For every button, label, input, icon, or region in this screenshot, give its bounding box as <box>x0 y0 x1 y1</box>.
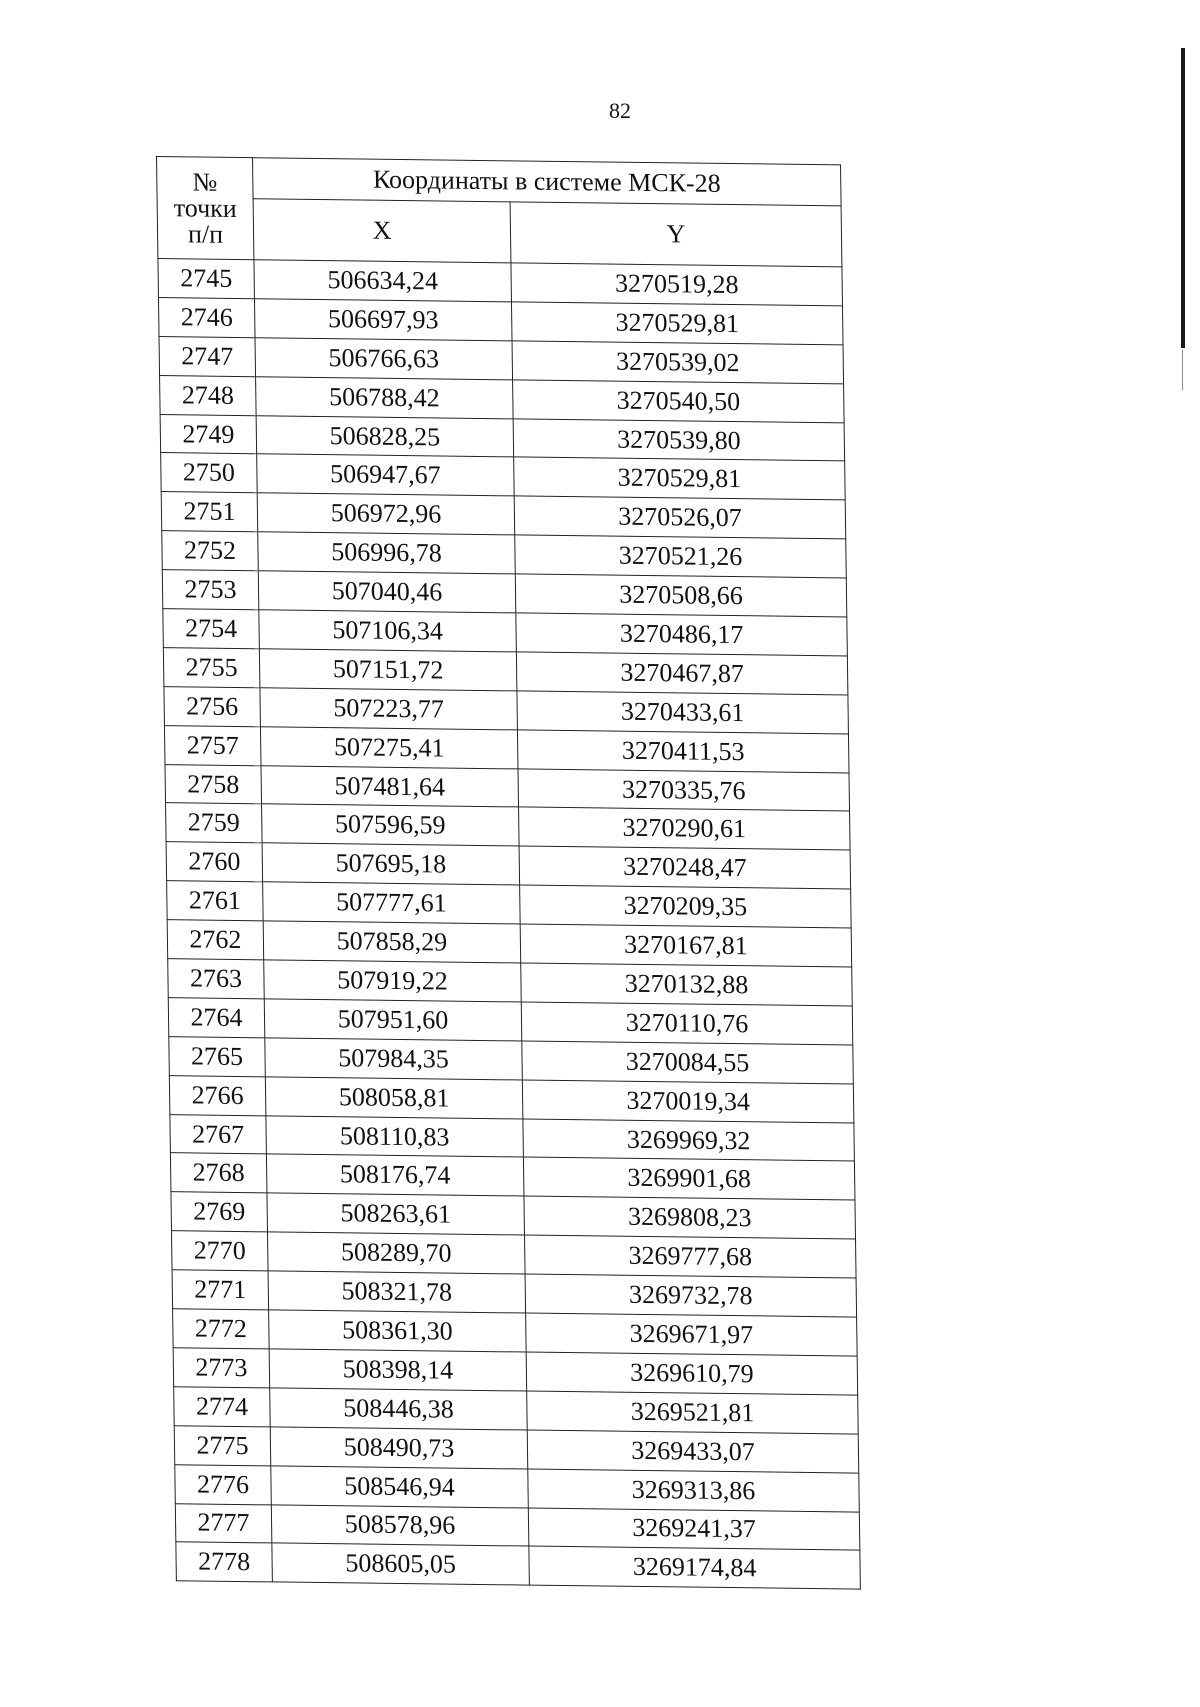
x-coordinate-cell: 508446,38 <box>270 1388 528 1430</box>
x-coordinate-cell: 508176,74 <box>266 1154 524 1196</box>
point-number-cell: 2763 <box>168 959 265 999</box>
point-number-cell: 2748 <box>160 375 257 415</box>
point-number-cell: 2760 <box>166 842 263 882</box>
x-coordinate-cell: 507275,41 <box>260 726 518 768</box>
y-coordinate-cell: 3270540,50 <box>513 380 845 423</box>
x-coordinate-cell: 508289,70 <box>268 1232 526 1274</box>
x-coordinate-cell: 508263,61 <box>267 1193 525 1235</box>
scan-edge-line-faint <box>1182 350 1183 390</box>
point-number-cell: 2761 <box>167 881 264 921</box>
y-coordinate-cell: 3270539,80 <box>513 418 845 461</box>
y-coordinate-cell: 3269174,84 <box>529 1546 861 1589</box>
y-coordinate-cell: 3270209,35 <box>520 885 852 928</box>
point-number-header-line-3: п/п <box>187 218 224 249</box>
y-coordinate-cell: 3270519,28 <box>511 263 843 306</box>
y-coordinate-cell: 3269901,68 <box>523 1157 855 1200</box>
x-coordinate-cell: 508058,81 <box>265 1077 523 1119</box>
point-number-cell: 2764 <box>168 998 265 1038</box>
x-coordinate-cell: 508321,78 <box>268 1271 526 1313</box>
x-coordinate-cell: 508546,94 <box>271 1466 529 1508</box>
x-coordinate-cell: 506972,96 <box>257 493 515 535</box>
x-coordinate-cell: 507695,18 <box>262 843 520 885</box>
point-number-cell: 2766 <box>169 1075 266 1115</box>
y-coordinate-cell: 3270529,81 <box>514 457 846 500</box>
point-number-cell: 2746 <box>158 297 255 337</box>
point-number-cell: 2753 <box>162 570 259 610</box>
scan-edge-line <box>1181 48 1185 348</box>
point-number-cell: 2778 <box>176 1542 273 1582</box>
x-coordinate-cell: 506828,25 <box>256 415 514 457</box>
x-coordinate-cell: 507040,46 <box>258 571 516 613</box>
point-number-cell: 2754 <box>163 609 260 649</box>
y-coordinate-cell: 3270335,76 <box>518 769 850 812</box>
x-coordinate-cell: 506996,78 <box>258 532 516 574</box>
x-column-header: X <box>253 199 511 263</box>
point-number-cell: 2765 <box>169 1036 266 1076</box>
x-coordinate-cell: 508605,05 <box>272 1543 530 1585</box>
x-coordinate-cell: 508490,73 <box>270 1427 528 1469</box>
y-coordinate-cell: 3269969,32 <box>523 1119 855 1162</box>
table-body <box>158 259 860 1590</box>
coordinates-table <box>156 156 861 1590</box>
coordinates-group-header: Координаты в системе МСК-28 <box>253 158 842 206</box>
point-number-cell: 2771 <box>172 1270 269 1310</box>
y-coordinate-cell: 3270486,17 <box>516 613 848 656</box>
point-number-cell: 2750 <box>161 453 258 493</box>
y-coordinate-cell: 3269610,79 <box>526 1352 858 1395</box>
y-coordinate-cell: 3269808,23 <box>524 1196 856 1239</box>
point-number-cell: 2757 <box>164 725 261 765</box>
point-number-header-line-2: точки <box>173 192 237 223</box>
y-coordinate-cell: 3270521,26 <box>515 535 847 578</box>
point-number-cell: 2752 <box>162 531 259 571</box>
x-coordinate-cell: 507984,35 <box>265 1038 523 1080</box>
table-row <box>176 1542 861 1589</box>
page-number: 82 <box>609 98 631 123</box>
point-number-cell: 2775 <box>174 1425 271 1465</box>
y-coordinate-cell: 3269241,37 <box>528 1508 860 1551</box>
y-coordinate-cell: 3269777,68 <box>525 1235 857 1278</box>
y-coordinate-cell: 3270433,61 <box>517 691 849 734</box>
point-number-cell: 2747 <box>159 336 256 376</box>
y-coordinate-cell: 3270084,55 <box>522 1041 854 1084</box>
y-coordinate-cell: 3269732,78 <box>525 1274 857 1317</box>
point-number-cell: 2774 <box>174 1387 271 1427</box>
point-number-cell: 2777 <box>175 1503 272 1543</box>
x-coordinate-cell: 506766,63 <box>255 337 513 379</box>
x-coordinate-cell: 507951,60 <box>264 999 522 1041</box>
x-coordinate-cell: 508361,30 <box>269 1310 527 1352</box>
point-number-header-line-1: № <box>192 166 218 197</box>
point-number-cell: 2769 <box>171 1192 268 1232</box>
y-coordinate-cell: 3270019,34 <box>522 1080 854 1123</box>
x-coordinate-cell: 508578,96 <box>271 1504 529 1546</box>
point-number-cell: 2768 <box>170 1153 267 1193</box>
point-number-cell: 2767 <box>170 1114 267 1154</box>
x-coordinate-cell: 507106,34 <box>259 610 517 652</box>
x-coordinate-cell: 506697,93 <box>254 299 512 341</box>
point-number-cell: 2745 <box>158 259 255 299</box>
x-coordinate-cell: 508110,83 <box>266 1115 524 1157</box>
point-number-cell: 2755 <box>163 647 260 687</box>
point-number-cell: 2773 <box>173 1348 270 1388</box>
x-coordinate-cell: 507858,29 <box>263 921 521 963</box>
x-coordinate-cell: 506947,67 <box>257 454 515 496</box>
y-coordinate-cell: 3270248,47 <box>519 846 851 889</box>
y-coordinate-cell: 3270539,02 <box>512 341 844 384</box>
point-number-cell: 2749 <box>160 414 257 454</box>
y-coordinate-cell: 3269433,07 <box>527 1430 859 1473</box>
y-column-header: Y <box>510 202 842 267</box>
y-coordinate-cell: 3270110,76 <box>521 1002 853 1045</box>
x-coordinate-cell: 507223,77 <box>260 688 518 730</box>
y-coordinate-cell: 3270467,87 <box>516 652 848 695</box>
point-number-cell: 2758 <box>165 764 262 804</box>
y-coordinate-cell: 3270132,88 <box>521 963 853 1006</box>
x-coordinate-cell: 507777,61 <box>263 882 521 924</box>
y-coordinate-cell: 3270529,81 <box>511 302 843 345</box>
point-number-cell: 2772 <box>173 1309 270 1349</box>
y-coordinate-cell: 3270411,53 <box>517 730 849 773</box>
point-number-header <box>157 157 254 260</box>
x-coordinate-cell: 506634,24 <box>254 260 512 302</box>
x-coordinate-cell: 507596,59 <box>262 804 520 846</box>
point-number-cell: 2762 <box>167 920 264 960</box>
y-coordinate-cell: 3269671,97 <box>526 1313 858 1356</box>
point-number-cell: 2770 <box>172 1231 269 1271</box>
y-coordinate-cell: 3270167,81 <box>520 924 852 967</box>
y-coordinate-cell: 3270526,07 <box>514 496 846 539</box>
x-coordinate-cell: 508398,14 <box>269 1349 527 1391</box>
point-number-cell: 2756 <box>164 686 261 726</box>
x-coordinate-cell: 507919,22 <box>264 960 522 1002</box>
x-coordinate-cell: 507481,64 <box>261 765 519 807</box>
y-coordinate-cell: 3270290,61 <box>519 807 851 850</box>
x-coordinate-cell: 506788,42 <box>256 376 514 418</box>
point-number-cell: 2776 <box>175 1464 272 1504</box>
y-coordinate-cell: 3269313,86 <box>528 1469 860 1512</box>
point-number-cell: 2759 <box>166 803 263 843</box>
y-coordinate-cell: 3270508,66 <box>515 574 847 617</box>
point-number-cell: 2751 <box>161 492 258 532</box>
x-coordinate-cell: 507151,72 <box>259 649 517 691</box>
y-coordinate-cell: 3269521,81 <box>527 1391 859 1434</box>
